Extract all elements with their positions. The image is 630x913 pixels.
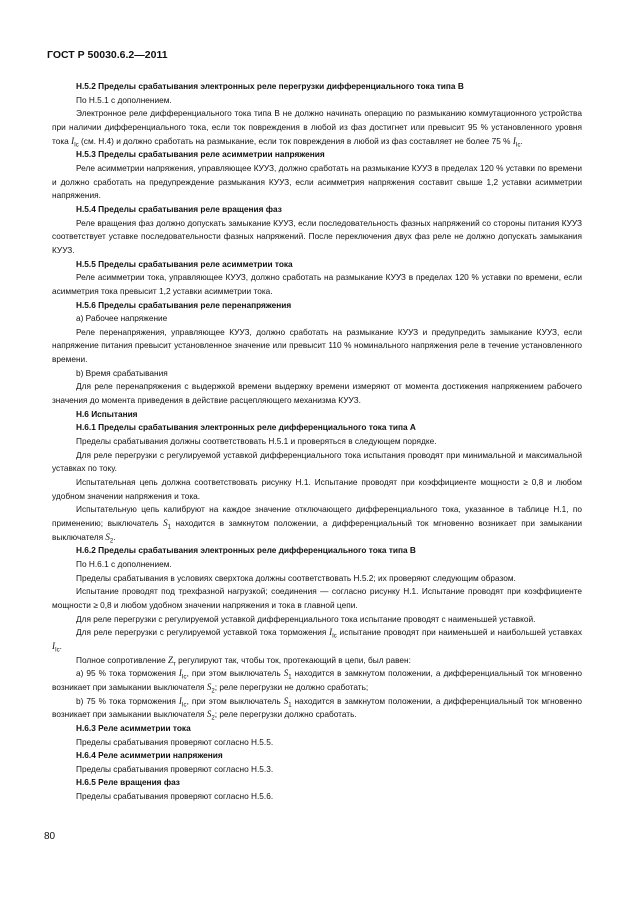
paragraph: Пределы срабатывания должны соответствовать Н.5.1 и проверяться в следующем порядке.: [76, 436, 437, 447]
section-heading: Н.5.3 Пределы срабатывания реле асимметрии напряжения: [76, 149, 325, 160]
section-heading: Н.5.6 Пределы срабатывания реле перенапряжения: [76, 299, 292, 310]
paragraph: Пределы срабатывания проверяют согласно Н.5.5.: [76, 736, 274, 747]
paragraph: a) Рабочее напряжение: [76, 313, 168, 324]
paragraph: Для реле перегрузки с регулируемой уставкой дифференциального тока испытания проводят при минимальной и максимальной уставках по току.: [52, 449, 582, 474]
paragraph: Полное сопротивление $Z_т$ регулируют так, чтобы ток, протекающий в цепи, был равен:: [76, 654, 411, 668]
paragraph: Испытательная цепь должна соответствовать рисунку Н.1. Испытание проводят при коэффициенте мощности ≥ 0,8 и любом удобном значении напряжения и тока.: [52, 477, 582, 501]
paragraph: a) 95 % тока торможения $I_{Ic}$, при этом выключатель $S_1$ находится в замкнутом положении, а дифференциальный ток мгновенно возникает при замыкании выключателя $S_2$; реле перегрузки не должно сработать;: [52, 668, 582, 695]
paragraph: Реле вращения фаз должно допускать замыкание КУУЗ, если последовательность фазных напряжений со стороны питания КУУЗ соответствует уставке последовательности фазных напряжений. После переключения двух фаз реле не должно допускать замыкания КУУЗ.: [52, 217, 582, 255]
section-heading: Н.6 Испытания: [76, 408, 138, 419]
paragraph: Испытательную цепь калибруют на каждое значение отключающего дифференциального тока, указанное в таблице Н.1, по применению; выключатель $S_1$ находится в замкнутом положении, а дифференциальный ток мгновенно возникает при замыкании выключателя $S_2$.: [52, 504, 582, 545]
section-heading: Н.6.4 Реле асимметрии напряжения: [76, 750, 223, 761]
document-header: ГОСТ Р 50030.6.2—2011: [47, 49, 168, 61]
paragraph: Для реле перенапряжения с выдержкой времени выдержку времени измеряют от момента достижения напряжением рабочего значения до момента приведения в действие расцепляющего механизма КУУЗ.: [52, 381, 582, 406]
paragraph: По Н.5.1 с дополнением.: [76, 94, 172, 105]
section-heading: Н.5.4 Пределы срабатывания реле вращения фаз: [76, 203, 282, 214]
section-heading: Н.5.5 Пределы срабатывания реле асимметрии тока: [76, 258, 293, 269]
paragraph: b) Время срабатывания: [76, 367, 168, 378]
paragraph: По Н.6.1 с дополнением.: [76, 558, 172, 569]
paragraph: Пределы срабатывания проверяют согласно Н.5.6.: [76, 791, 274, 802]
paragraph: Для реле перегрузки с регулируемой уставкой дифференциального тока испытание проводят с наименьшей уставкой.: [76, 613, 536, 624]
section-heading: Н.5.2 Пределы срабатывания электронных реле перегрузки дифференциального тока типа B: [76, 81, 464, 91]
section-heading: Н.6.2 Пределы срабатывания электронных реле дифференциального тока типа B: [76, 545, 416, 556]
paragraph: Пределы срабатывания проверяют согласно Н.5.3.: [76, 763, 274, 774]
paragraph: Для реле перегрузки с регулируемой уставкой тока торможения $I_{Ic}$ испытание проводят при наименьшей и наибольшей уставках $I_{Ic}$.: [52, 627, 582, 654]
paragraph: Реле перенапряжения, управляющее КУУЗ, должно сработать на размыкание КУУЗ и предупредить замыкание КУУЗ, если напряжение питания превысит установленное значение или превысит 110 % номинального напряжения реле в течение установленного времени.: [52, 326, 582, 365]
paragraph: Пределы срабатывания в условиях сверхтока должны соответствовать Н.5.2; их проверяют следующим образом.: [76, 572, 516, 583]
paragraph: b) 75 % тока торможения $I_{Ic}$, при этом выключатель $S_1$ находится в замкнутом положении, а дифференциальный ток мгновенно возникает при замыкании выключателя $S_2$; реле перегрузки должно сработать.: [52, 695, 582, 722]
section-heading: Н.6.3 Реле асимметрии тока: [76, 722, 191, 733]
section-heading: Н.6.5 Реле вращения фаз: [76, 777, 180, 788]
paragraph: Реле асимметрии тока, управляющее КУУЗ, должно сработать на размыкание КУУЗ в пределах 120 % уставки по времени, если асимметрия тока превысит 1,2 уставки асимметрии тока.: [52, 272, 582, 296]
paragraph: Испытание проводят под трехфазной нагрузкой; соединения — согласно рисунку Н.1. Испытание проводят при коэффициенте мощности ≥ 0,8 и любом удобном значении напряжения и тока в главной цепи.: [52, 586, 582, 610]
paragraph: Реле асимметрии напряжения, управляющее КУУЗ, должно сработать на размыкание КУУЗ в пределах 120 % уставки по времени и должно сработать на предупреждение размыкания КУУЗ, если асимметрия напряжения составит свыше 1,2 уставки асимметрии напряжения.: [52, 162, 582, 201]
paragraph: Электронное реле дифференциального тока типа B не должно начинать операцию по размыканию коммутационного устройства при наличии дифференциального тока, если ток повреждения в любой из фаз достигнет или превысит 95 % установленного уровня тока $I_{Ic}$ (см. Н.4) и должно сработать на размыкание, если ток повреждения в любой из фаз составляет не более 75 % $I_{Ic}$.: [52, 108, 582, 149]
document-body: [52, 80, 582, 804]
page-number: 80: [44, 831, 56, 842]
section-heading: Н.6.1 Пределы срабатывания электронных реле дифференциального тока типа A: [76, 422, 416, 433]
